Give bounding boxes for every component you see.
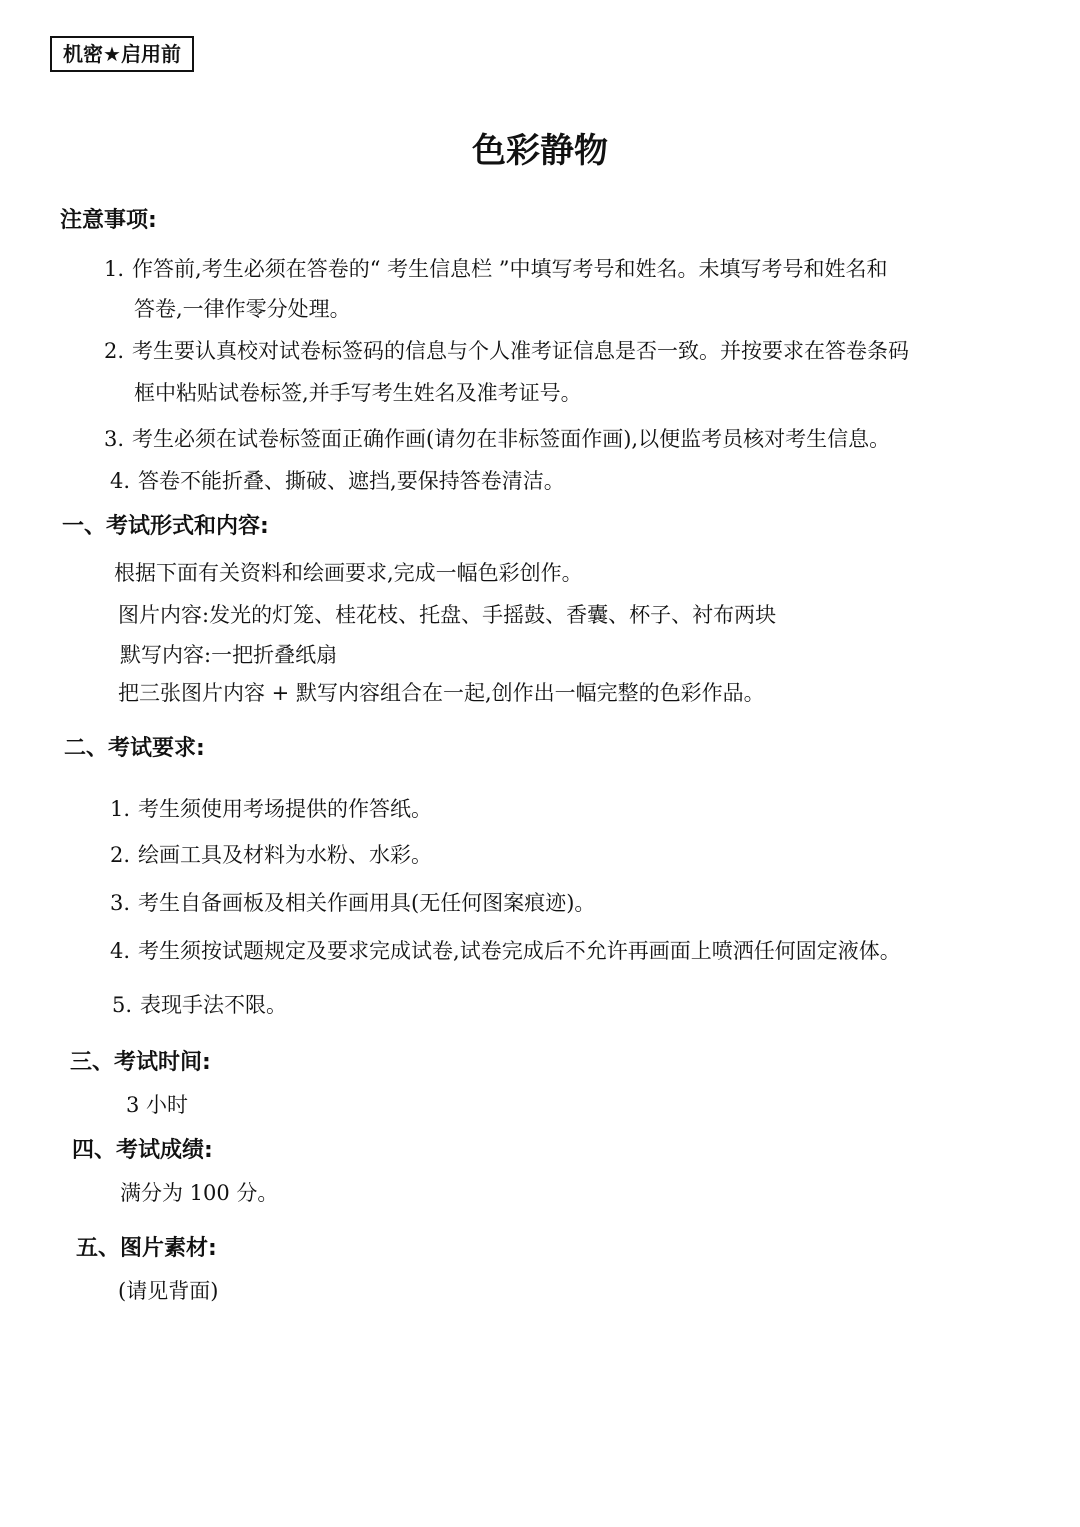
notice-item-1-continued: 答卷,一律作零分处理。 [134, 297, 351, 321]
notice-item-number: 3. [104, 427, 125, 451]
section2-item [110, 794, 432, 824]
confidential-badge: 机密★启用前 [50, 36, 194, 72]
section2-item-number: 5. [112, 993, 133, 1017]
section1-line: 根据下面有关资料和绘画要求,完成一幅色彩创作。 [114, 561, 583, 585]
section4-heading: 四、考试成绩: [72, 1138, 213, 1163]
section2-item [112, 990, 287, 1020]
section5-heading: 五、图片素材: [76, 1236, 217, 1261]
notice-heading: 注意事项: [60, 208, 157, 233]
notice-item-number: 4. [110, 469, 131, 493]
section1-line: 默写内容:一把折叠纸扇 [120, 643, 338, 667]
section2-item [110, 888, 595, 918]
section1-line: 把三张图片内容 + 默写内容组合在一起,创作出一幅完整的色彩作品。 [118, 681, 765, 705]
notice-item-2-continued: 框中粘贴试卷标签,并手写考生姓名及准考证号。 [134, 381, 582, 405]
section1-heading: 一、考试形式和内容: [62, 514, 269, 539]
section2-item-text: 绘画工具及材料为水粉、水彩。 [138, 843, 433, 867]
section2-item-text: 考生自备画板及相关作画用具(无任何图案痕迹)。 [138, 891, 596, 915]
notice-item-number: 2. [104, 339, 125, 363]
see-back-note: (请见背面) [118, 1279, 219, 1303]
section3-heading: 三、考试时间: [70, 1050, 211, 1075]
full-score: 满分为 100 分。 [120, 1181, 279, 1205]
notice-item-text: 答卷不能折叠、撕破、遮挡,要保持答卷清洁。 [138, 469, 565, 493]
section2-item [110, 840, 432, 870]
notice-item-2 [104, 336, 909, 366]
notice-item-3 [104, 424, 890, 454]
section2-item [110, 936, 901, 966]
exam-duration: 3 小时 [126, 1093, 189, 1117]
section2-item-text: 考生须使用考场提供的作答纸。 [138, 797, 433, 821]
section2-item-number: 3. [110, 891, 131, 915]
section2-heading: 二、考试要求: [64, 736, 205, 761]
section2-item-text: 考生须按试题规定及要求完成试卷,试卷完成后不允许再画面上喷洒任何固定液体。 [138, 939, 901, 963]
notice-item-1 [104, 254, 888, 284]
notice-item-text: 考生必须在试卷标签面正确作画(请勿在非标签面作画),以便监考员核对考生信息。 [132, 427, 891, 451]
section2-item-number: 2. [110, 843, 131, 867]
section2-item-text: 表现手法不限。 [140, 993, 288, 1017]
section2-item-number: 1. [110, 797, 131, 821]
notice-item-4 [110, 466, 565, 496]
page-title: 色彩静物 [472, 131, 608, 171]
notice-item-text: 考生要认真校对试卷标签码的信息与个人准考证信息是否一致。并按要求在答卷条码 [132, 339, 910, 363]
section2-item-number: 4. [110, 939, 131, 963]
section1-line: 图片内容:发光的灯笼、桂花枝、托盘、手摇鼓、香囊、杯子、衬布两块 [118, 603, 777, 627]
notice-item-number: 1. [104, 257, 125, 281]
notice-item-text: 作答前,考生必须在答卷的“ 考生信息栏 ”中填写考号和姓名。未填写考号和姓名和 [132, 257, 888, 281]
